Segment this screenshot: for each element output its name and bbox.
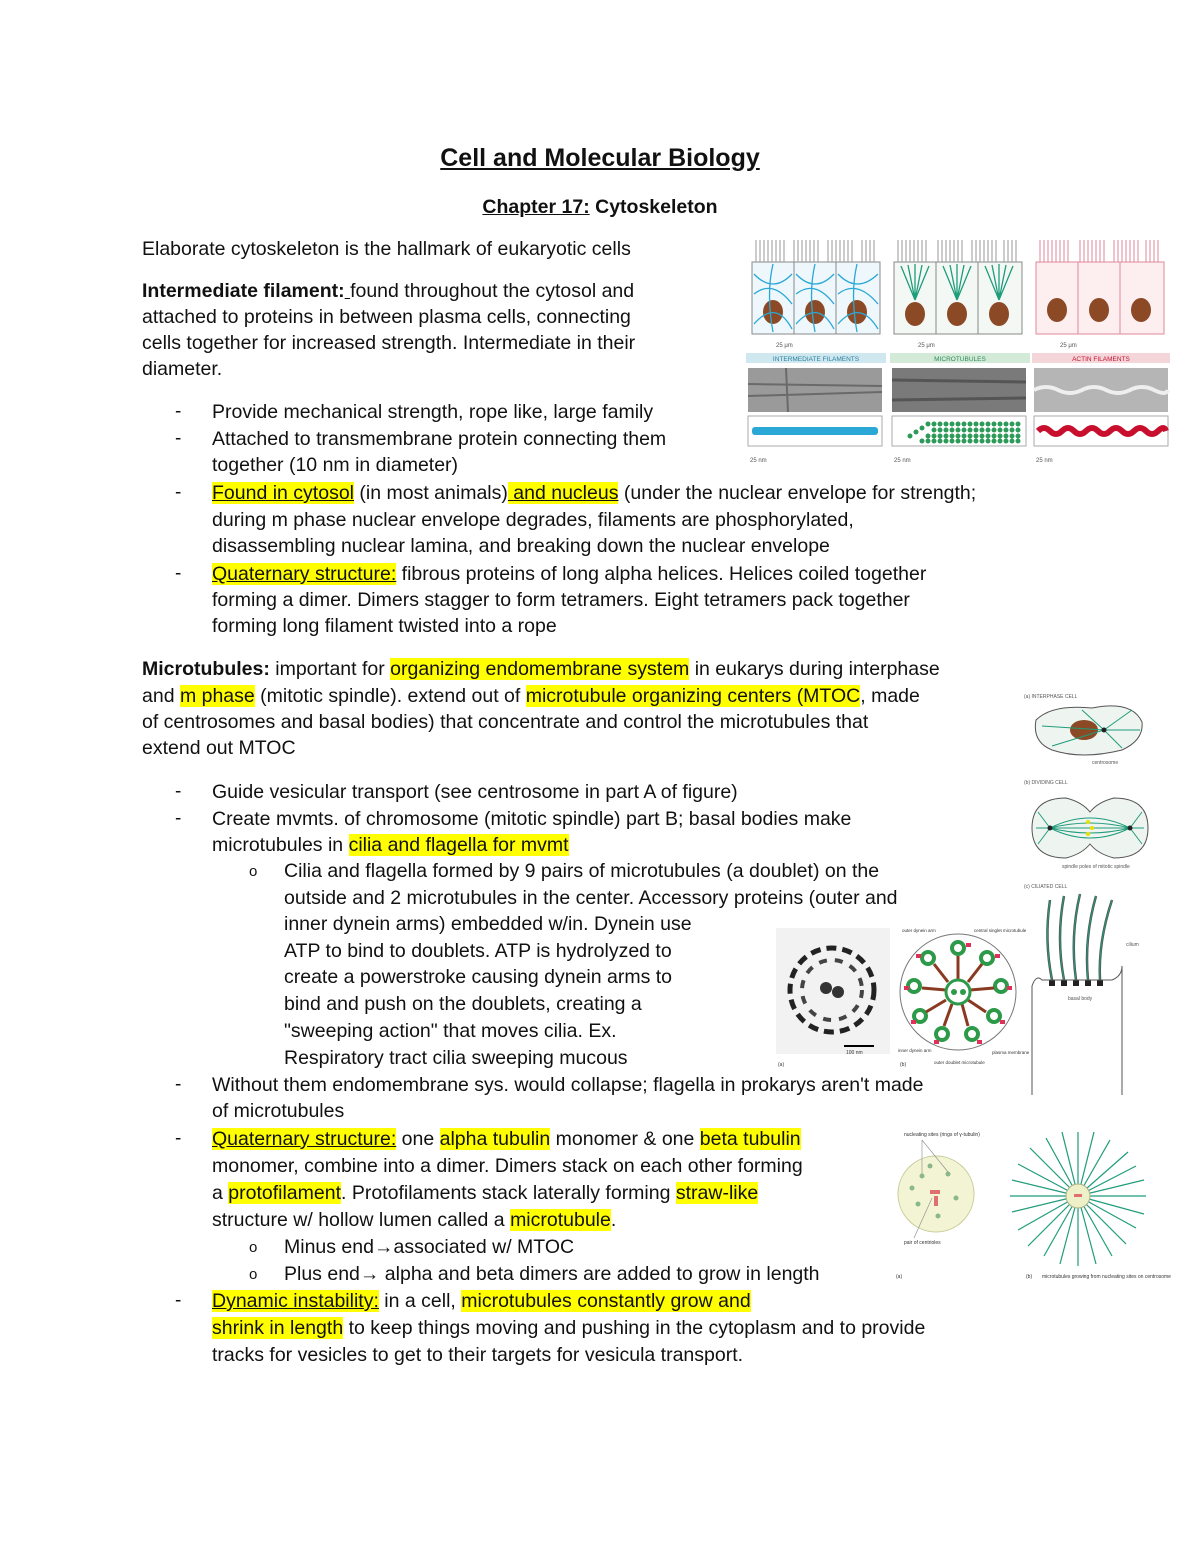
mt-bullet-4-l3 [212,1180,758,1207]
panel-label-mt: MICROTUBULES [934,356,986,363]
mt-bullet-2-l2 [212,832,569,859]
mt-bullet-5-l3: tracks for vesicles to get to their targets for vesicula transport. [212,1344,744,1366]
mt-sub-1-l7: "sweeping action" that moves cilia. Ex. [284,1020,617,1042]
label-ciliated: (c) CILIATED CELL [1024,884,1068,890]
if-bullet-3-l2: during m phase nuclear envelope degrades, filaments are phosphorylated, [212,509,854,531]
if-def-line1 [142,278,634,305]
hl-shrink-length: shrink in length [212,1317,344,1339]
centrosome-figure [892,1126,1171,1298]
note-nucleating-sites: nucleating sites (rings of γ-tubulin) [904,1132,980,1138]
mt-sub-3: Plus end→ alpha and beta dimers are added to grow in length [284,1263,820,1285]
hl-protofilament: protofilament [228,1182,341,1204]
if-bullet-4-l1 [212,561,926,588]
bullet-dash: - [175,1074,182,1095]
hl-cilia: cilia and flagella for mvmt [348,834,569,856]
text-span: monomer & one [550,1128,700,1150]
text-span: in eukarys during interphase [689,658,940,680]
if-bullet-3-l1 [212,480,976,507]
bullet-dash: - [175,428,182,449]
hl-quaternary: Quaternary structure: [212,563,397,585]
note-plasma-membrane: plasma membrane [992,1050,1030,1055]
mt-sub-1-l5: create a powerstroke causing dynein arms to [284,966,673,988]
hl-found-in-cytosol: Found in cytosol [212,482,354,504]
mt-bullet-3-l1: Without them endomembrane sys. would collapse; flagella in prokarys aren't made [212,1074,924,1096]
hl-microtubule: microtubule [510,1209,611,1231]
mt-sub-1-l8: Respiratory tract cilia sweeping mucous [284,1047,628,1069]
hl-quaternary-mt: Quaternary structure: [212,1128,397,1150]
chapter-label: Chapter 17: [482,196,590,218]
text-span: (mitotic spindle). extend out of [254,685,526,707]
mt-bullet-4-l2: monomer, combine into a dimer. Dimers stack on each other forming [212,1155,803,1177]
hl-alpha-tubulin: alpha tubulin [439,1128,551,1150]
bullet-dash: - [175,808,182,829]
text-span: one [396,1128,440,1150]
bullet-dash: - [175,781,182,802]
hl-grow-shrink: microtubules constantly grow and [461,1290,751,1312]
label-axoneme-b: (b) [900,1062,907,1068]
note-cilium: cilium [1126,942,1139,948]
mt-sub-2: Minus end→associated w/ MTOC [284,1236,575,1258]
scale-top-3: 25 μm [1060,343,1077,349]
note-centrosome: centrosome [1092,760,1119,766]
mt-para-l3: of centrosomes and basal bodies) that concentrate and control the microtubules that [142,711,869,733]
text-span: important for [269,658,391,680]
text-span: to keep things moving and pushing in the cytoplasm and to provide [343,1317,926,1339]
note-basal-body: basal body [1068,996,1093,1002]
note-outer-dynein: outer dynein arm [902,928,936,933]
bullet-dash: - [175,563,182,584]
text-span: (under the nuclear envelope for strength; [618,482,977,504]
cell-types-figure [1022,690,1158,1100]
note-central-singlet: central singlet microtubule [974,928,1027,933]
hl-mtoc: microtubule organizing centers (MTOC [525,685,861,707]
mt-bullet-1: Guide vesicular transport (see centrosome in part A of figure) [212,781,738,803]
bullet-dash: - [175,482,182,503]
mt-sub-1-l1: Cilia and flagella formed by 9 pairs of microtubules (a doublet) on the [284,860,880,882]
hl-and-nucleus: and nucleus [507,482,619,504]
if-bullet-2-l1: Attached to transmembrane protein connecting them [212,428,667,450]
label-centrosome-b: (b) [1026,1274,1033,1280]
filament-types-figure [746,234,1170,466]
mt-bullet-5-l2 [212,1315,925,1342]
note-centrioles: pair of centrioles [904,1240,941,1246]
mt-para-l1 [142,656,940,683]
if-bullet-3-l3: disassembling nuclear lamina, and breaking down the nuclear envelope [212,535,830,557]
note-spindle: spindle poles of mitotic spindle [1062,864,1130,870]
scale-bottom-2: 25 nm [894,458,911,464]
text-span: (in most animals) [354,482,508,504]
if-def-line2: attached to proteins in between plasma cells, connecting [142,306,631,328]
bullet-dash: - [175,1290,182,1311]
mt-bullet-4-l1 [212,1126,801,1153]
bullet-dash: - [175,401,182,422]
mt-bullet-5-l1 [212,1288,751,1315]
intro-text: Elaborate cytoskeleton is the hallmark of eukaryotic cells [142,238,631,260]
mt-para-l2 [142,683,920,710]
mt-term: Microtubules: [142,658,270,680]
bullet-dash: - [175,1128,182,1149]
text-span: a [212,1182,229,1204]
actin-cells [1032,240,1170,464]
panel-label-if: INTERMEDIATE FILAMENTS [772,356,860,363]
axoneme-figure [774,924,1030,1070]
mt-sub-1-l4: ATP to bind to doublets. ATP is hydrolyzed to [284,940,672,962]
if-bullet-2-l2: together (10 nm in diameter) [212,454,459,476]
scale-top-1: 25 μm [776,343,793,349]
hl-m-phase: m phase [179,685,255,707]
mt-cells [890,240,1030,464]
mt-bullet-2-l1: Create mvmts. of chromosome (mitotic spindle) part B; basal bodies make [212,808,852,830]
chapter-name: Cytoskeleton [589,196,718,218]
if-def-text: found throughout the cytosol and [350,280,635,302]
if-bullet-1: Provide mechanical strength, rope like, large family [212,401,654,423]
mt-bullet-4-l4 [212,1207,616,1234]
if-bullet-4-l3: forming long filament twisted into a rope [212,615,557,637]
sub-bullet-circle: o [249,1239,258,1256]
mt-sub-1-l2: outside and 2 microtubules in the center. Accessory proteins (outer and [284,887,898,909]
if-def-line3: cells together for increased strength. Intermediate in their [142,332,636,354]
panel-label-actin: ACTIN FILAMENTS [1072,356,1130,363]
hl-beta-tubulin: beta tubulin [699,1128,801,1150]
label-dividing: (b) DIVIDING CELL [1024,780,1068,786]
chapter-heading [0,194,1200,221]
hl-straw-like: straw-like [675,1182,759,1204]
note-inner-dynein: inner dynein arm [898,1048,932,1053]
filament-figure-svg [746,234,1170,466]
sub-bullet-circle: o [249,863,258,880]
hl-organizing: organizing endomembrane system [390,658,690,680]
if-term: Intermediate filament: [142,280,345,302]
label-axoneme-a: (a) [778,1062,785,1068]
axoneme-svg [774,924,1030,1070]
text-span: . [610,1209,617,1231]
if-def-line4: diameter. [142,358,223,380]
centrosome-svg [892,1126,1171,1298]
scale-bottom-1: 25 nm [750,458,767,464]
text-span: microtubules in [212,834,349,856]
mt-sub-1-l6: bind and push on the doublets, creating a [284,993,642,1015]
scale-top-2: 25 μm [918,343,935,349]
text-span: and [142,685,180,707]
if-cells [746,240,886,464]
note-microtubules-growing: microtubules growing from nucleating sites on centrosome [1042,1274,1171,1280]
text-span: . Protofilaments stack laterally forming [341,1182,676,1204]
mt-para-l4: extend out MTOC [142,737,296,759]
page-title: Cell and Molecular Biology [440,144,760,172]
label-interphase: (a) INTERPHASE CELL [1024,694,1078,700]
label-centrosome-a: (a) [896,1274,903,1280]
scale-bottom-3: 25 nm [1036,458,1053,464]
text-span: structure w/ hollow lumen called a [212,1209,511,1231]
scale-100nm: 100 nm [846,1050,863,1056]
cell-types-svg [1022,690,1158,1100]
if-bullet-4-l2: forming a dimer. Dimers stagger to form tetramers. Eight tetramers pack together [212,589,910,611]
text-span: in a cell, [378,1290,462,1312]
mt-bullet-3-l2: of microtubules [212,1100,345,1122]
note-outer-doublet: outer doublet microtubule [934,1060,985,1065]
hl-dynamic-instability: Dynamic instability: [212,1290,379,1312]
mt-sub-1-l3: inner dynein arms) embedded w/in. Dynein use [284,913,692,935]
text-span: fibrous proteins of long alpha helices. Helices coiled together [396,563,927,585]
sub-bullet-circle: o [249,1266,258,1283]
text-span: , made [860,685,920,707]
